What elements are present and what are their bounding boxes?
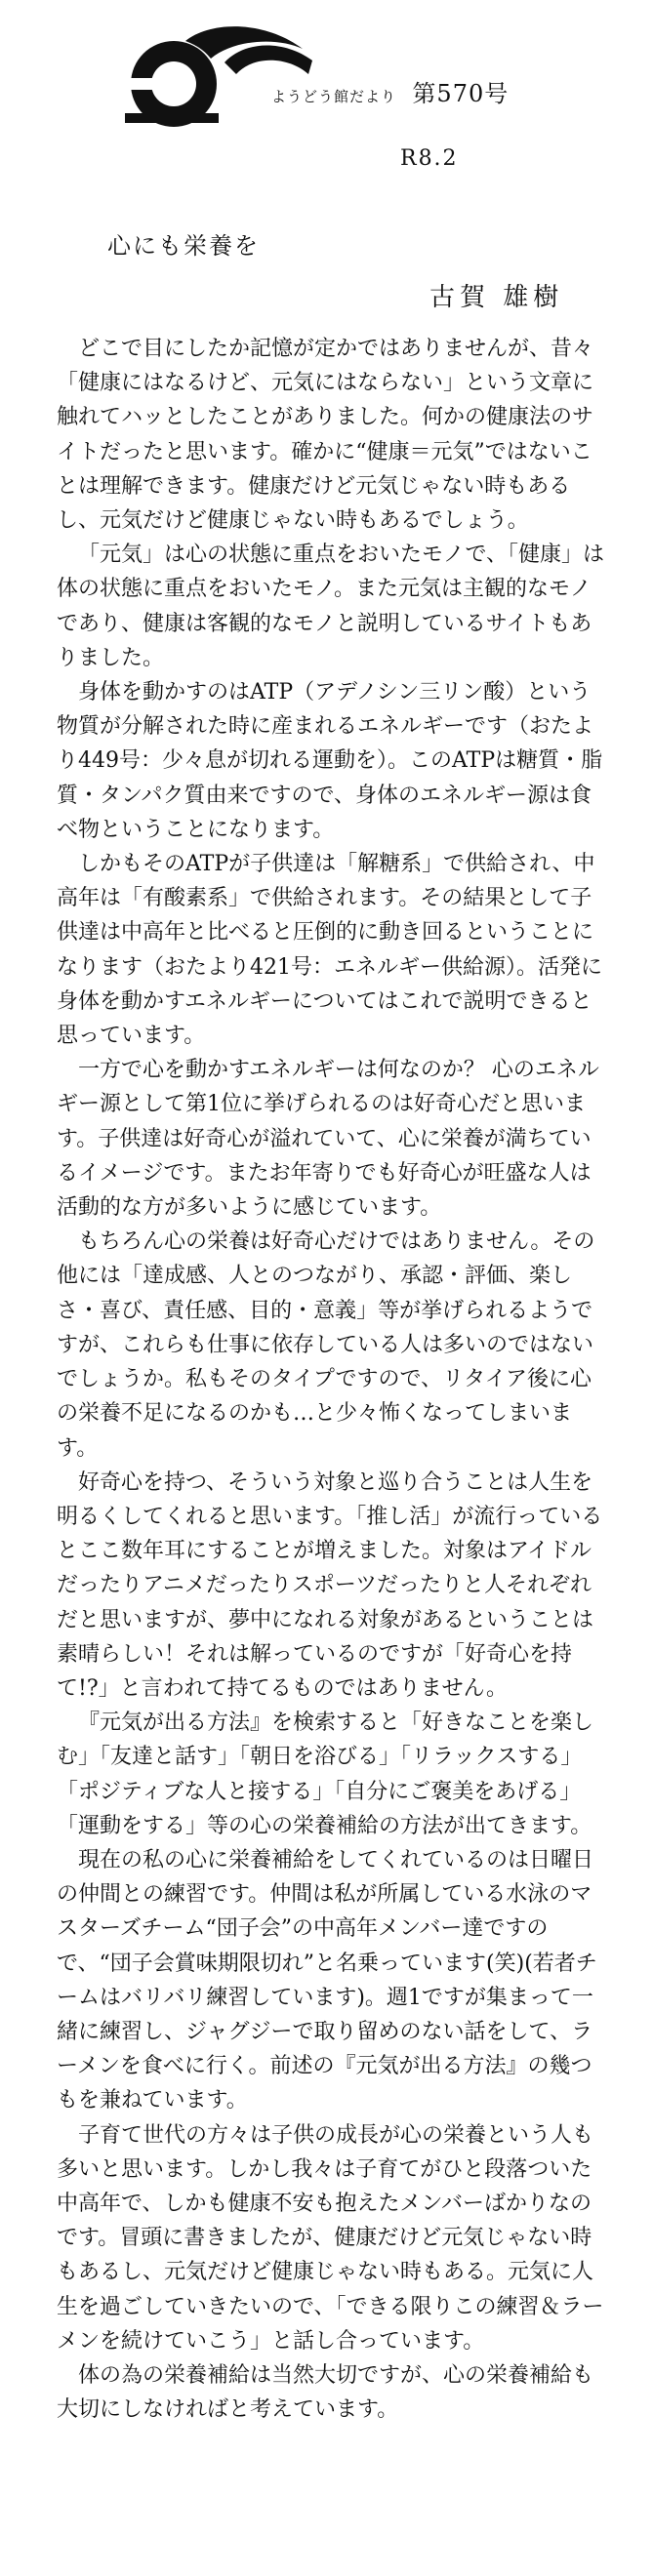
paragraph: 身体を動かすのはATP（アデノシン三リン酸）という物質が分解された時に産まれるエネルギーです（おたより449号：少々息が切れる運動を）。このATPは糖質・脂質・タンパク質由来ですので、身体のエネルギー源は食べ物ということになります。 [57,680,603,842]
paragraph: しかもそのATPが子供達は「解糖系」で供給され、中高年は「有酸素系」で供給されます。その結果として子供達は中高年と比べると圧倒的に動き回るということになります（おたより421号：エネルギー供給源）。活発に身体を動かすエネルギーについてはこれで説明できると思っています。 [57,852,602,1049]
issue-line [271,74,509,108]
paragraph: 好奇心を持つ、そういう対象と巡り合うことは人生を明るくしてくれると思います。「推し活」が流行っているとここ数年耳にすることが増えました。対象はアイドルだったりアニメだったりスポーツだったりと人それぞれだと思いますが、夢中になれる対象があるということは素晴らしい！それは解っているのですが「好奇心を持て!?」と言われて持てるものではありません。 [57,1469,603,1701]
article-body [57,332,608,2427]
paragraph: もちろん心の栄養は好奇心だけではありません。その他には「達成感、人とのつながり、承認・評価、楽しさ・喜び、責任感、目的・意義」等が挙げられるようですが、これらも仕事に依存している人は多いのではないでしょうか。私もそのタイプですので、リタイア後に心の栄養不足になるのかも…と少々怖くなってしまいます。 [57,1229,595,1461]
paragraph: 『元気が出る方法』を検索すると「好きなことを楽しむ」「友達と話す」「朝日を浴びる」「リラックスする」「ポジティブな人と接する」「自分にご褒美をあげる」「運動をする」等の心の栄養補給の方法が出てきます。 [57,1711,594,1838]
paragraph: 一方で心を動かすエネルギーは何なのか？ 心のエネルギー源として第1位に挙げられるのは好奇心だと思います。子供達は好奇心が溢れていて、心に栄養が満ちているイメージです。またお年寄りでも好奇心が旺盛な人は活動的な方が多いように感じています。 [57,1058,599,1221]
issue-date: R8.2 [400,146,459,171]
paragraph: 「元気」は心の状態に重点をおいたモノで、「健康」は体の状態に重点をおいたモノ。また元気は主観的なモノであり、健康は客観的なモノと説明しているサイトもありました。 [57,543,605,670]
paragraph: 現在の私の心に栄養補給をしてくれているのは日曜日の仲間との練習です。仲間は私が所属している水泳のマスターズチーム“団子会”の中高年メンバー達ですので、“団子会賞味期限切れ”と名乗っています(笑)(若者チームはバリバリ練習しています)。週1ですが集まって一緒に練習し、ジャグジーで取り留めのない話をして、ラーメンを食べに行く。前述の『元気が出る方法』の幾つもを兼ねています。 [57,1847,597,2113]
issue-number: 第570号 [412,80,510,107]
org-name: ようどう館だより [271,88,397,105]
paragraph: 子育て世代の方々は子供の成長が心の栄養という人も多いと思います。しかし我々は子育てがひと段落ついた中高年で、しかも健康不安も抱えたメンバーばかりなのです。冒頭に書きましたが、健康だけど元気じゃない時もあるし、元気だけど健康じゃない時もある。元気に人生を過ごしていきたいので、「できる限りこの練習＆ラーメンを続けていこう」と話し合っています。 [57,2122,604,2354]
article-author: 古賀 雄樹 [429,283,564,312]
paragraph: どこで目にしたか記憶が定かではありませんが、昔々「健康にはなるけど、元気にはならない」という文章に触れてハッとしたことがありました。何かの健康法のサイトだったと思います。確かに“健康＝元気”ではないことは理解できます。健康だけど元気じゃない時もあるし、元気だけど健康じゃない時もあるでしょう。 [57,337,594,534]
article-title: 心にも栄養を [107,232,260,260]
paragraph: 体の為の栄養補給は当然大切ですが、心の栄養補給も大切にしなければと考えています。 [57,2362,594,2423]
